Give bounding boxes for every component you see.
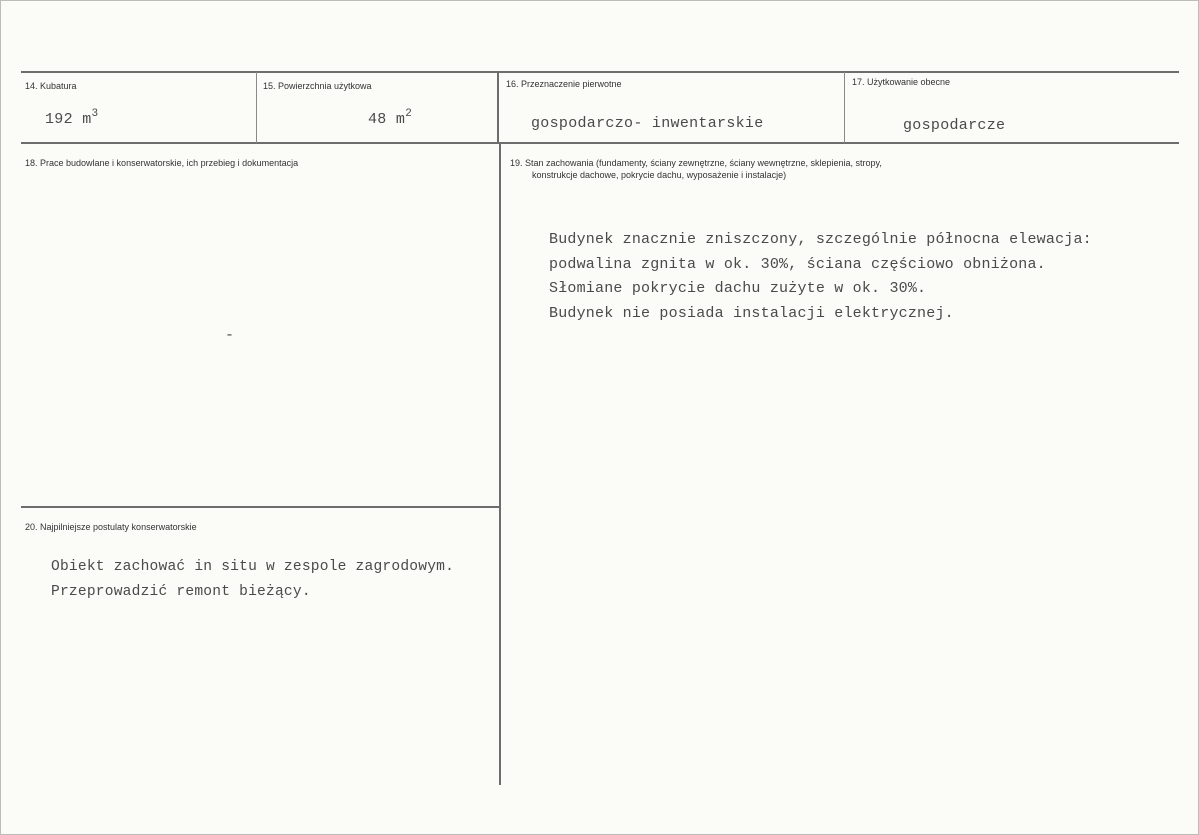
prace-label: 18. Prace budowlane i konserwatorskie, ich przebieg i dokumentacja	[25, 158, 299, 168]
kubatura-unit-exponent: 3	[91, 108, 99, 120]
postulaty-text	[51, 555, 454, 604]
divider-14-15	[256, 72, 257, 143]
divider-16-17	[844, 72, 845, 143]
uzytkowanie-value: gospodarcze	[903, 117, 1006, 134]
kubatura-value	[45, 108, 99, 128]
powierzchnia-number: 48 m	[368, 111, 406, 128]
kubatura-number: 192 m	[45, 111, 92, 128]
main-column-divider	[499, 144, 501, 785]
stan-line: Budynek znacznie zniszczony, szczególnie północna elewacja:	[549, 231, 1092, 248]
stan-line: Budynek nie posiada instalacji elektrycznej.	[549, 304, 954, 322]
postulaty-line: Przeprowadzić remont bieżący.	[51, 583, 311, 600]
divider-15-16	[497, 72, 499, 143]
uzytkowanie-label: 17. Użytkowanie obecne	[852, 77, 951, 87]
powierzchnia-value	[368, 108, 413, 128]
przeznaczenie-value: gospodarczo- inwentarskie	[531, 115, 764, 132]
row1-bottom-rule	[21, 142, 1179, 144]
stan-label-line1: 19. Stan zachowania (fundamenty, ściany zewnętrzne, ściany wewnętrzne, sklepienia, stropy,	[510, 158, 882, 168]
left-split-rule	[21, 506, 500, 508]
stan-line: Słomiane pokrycie dachu zużyte w ok. 30%.	[549, 280, 927, 297]
powierzchnia-unit-exponent: 2	[405, 108, 413, 120]
postulaty-line: Obiekt zachować in situ w zespole zagrodowym.	[51, 559, 455, 575]
prace-value: -	[225, 327, 235, 344]
kubatura-label: 14. Kubatura	[25, 81, 77, 91]
stan-label-line2: konstrukcje dachowe, pokrycie dachu, wyposażenie i instalacje)	[532, 170, 787, 180]
stan-text	[549, 228, 1092, 326]
top-rule	[21, 71, 1179, 73]
powierzchnia-label: 15. Powierzchnia użytkowa	[263, 81, 372, 91]
postulaty-label: 20. Najpilniejsze postulaty konserwatorskie	[25, 522, 197, 532]
przeznaczenie-label: 16. Przeznaczenie pierwotne	[506, 79, 622, 89]
stan-line: podwalina zgnita w ok. 30%, ściana częściowo obniżona.	[549, 255, 1046, 273]
